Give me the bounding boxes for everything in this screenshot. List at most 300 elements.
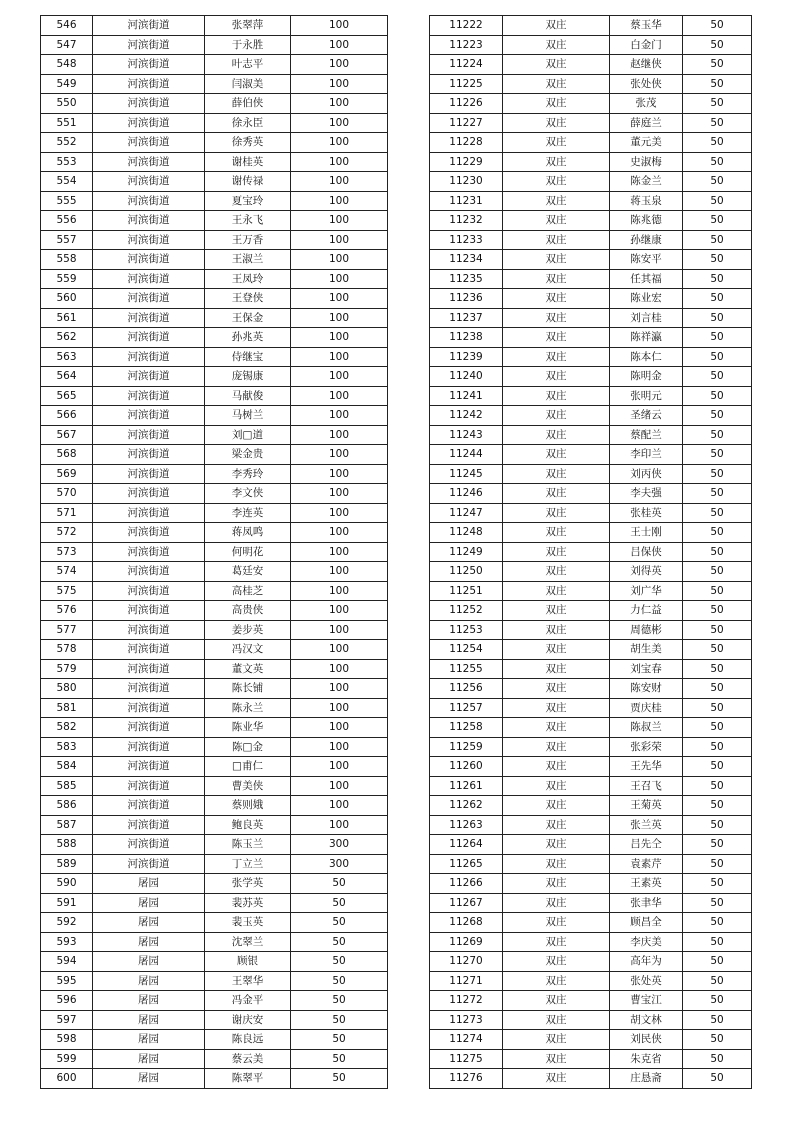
name-cell: 顾昌全 bbox=[610, 913, 683, 933]
amount-cell: 50 bbox=[683, 211, 752, 231]
table-row bbox=[41, 874, 388, 894]
region-cell: 双庄 bbox=[503, 913, 610, 933]
table-row bbox=[430, 835, 752, 855]
amount-cell: 100 bbox=[291, 659, 388, 679]
amount-cell: 100 bbox=[291, 172, 388, 192]
table-row bbox=[430, 971, 752, 991]
name-cell: 陈玉兰 bbox=[205, 835, 291, 855]
name-cell: 徐永臣 bbox=[205, 113, 291, 133]
region-cell: 河滨街道 bbox=[93, 308, 205, 328]
table-row bbox=[430, 874, 752, 894]
region-cell: 双庄 bbox=[503, 211, 610, 231]
region-cell: 河滨街道 bbox=[93, 484, 205, 504]
table-row bbox=[41, 620, 388, 640]
region-cell: 屠园 bbox=[93, 1049, 205, 1069]
seq-cell: 576 bbox=[41, 601, 93, 621]
region-cell: 双庄 bbox=[503, 55, 610, 75]
name-cell: 蔡配兰 bbox=[610, 425, 683, 445]
region-cell: 双庄 bbox=[503, 815, 610, 835]
amount-cell: 50 bbox=[683, 55, 752, 75]
amount-cell: 100 bbox=[291, 152, 388, 172]
name-cell: 张桂英 bbox=[610, 503, 683, 523]
name-cell: 张茂 bbox=[610, 94, 683, 114]
region-cell: 双庄 bbox=[503, 308, 610, 328]
table-row bbox=[41, 601, 388, 621]
name-cell: 孙继康 bbox=[610, 230, 683, 250]
seq-cell: 569 bbox=[41, 464, 93, 484]
seq-cell: 549 bbox=[41, 74, 93, 94]
amount-cell: 50 bbox=[291, 893, 388, 913]
table-row bbox=[41, 211, 388, 231]
name-cell: 谢庆安 bbox=[205, 1010, 291, 1030]
seq-cell: 560 bbox=[41, 289, 93, 309]
region-cell: 河滨街道 bbox=[93, 796, 205, 816]
amount-cell: 50 bbox=[683, 718, 752, 738]
seq-cell: 547 bbox=[41, 35, 93, 55]
seq-cell: 11240 bbox=[430, 367, 503, 387]
region-cell: 双庄 bbox=[503, 1030, 610, 1050]
name-cell: 张明元 bbox=[610, 386, 683, 406]
seq-cell: 592 bbox=[41, 913, 93, 933]
region-cell: 河滨街道 bbox=[93, 679, 205, 699]
table-row bbox=[430, 932, 752, 952]
amount-cell: 100 bbox=[291, 289, 388, 309]
region-cell: 河滨街道 bbox=[93, 269, 205, 289]
region-cell: 河滨街道 bbox=[93, 698, 205, 718]
seq-cell: 11224 bbox=[430, 55, 503, 75]
table-row bbox=[41, 640, 388, 660]
table-row bbox=[430, 133, 752, 153]
seq-cell: 11272 bbox=[430, 991, 503, 1011]
seq-cell: 11253 bbox=[430, 620, 503, 640]
amount-cell: 50 bbox=[683, 425, 752, 445]
region-cell: 双庄 bbox=[503, 35, 610, 55]
seq-cell: 11248 bbox=[430, 523, 503, 543]
amount-cell: 50 bbox=[683, 386, 752, 406]
region-cell: 双庄 bbox=[503, 367, 610, 387]
table-row bbox=[430, 94, 752, 114]
amount-cell: 100 bbox=[291, 425, 388, 445]
table-row bbox=[41, 250, 388, 270]
amount-cell: 50 bbox=[683, 601, 752, 621]
name-cell: 吕保侠 bbox=[610, 542, 683, 562]
amount-cell: 50 bbox=[683, 94, 752, 114]
table-row bbox=[430, 113, 752, 133]
seq-cell: 579 bbox=[41, 659, 93, 679]
name-cell: 冯金平 bbox=[205, 991, 291, 1011]
region-cell: 双庄 bbox=[503, 347, 610, 367]
amount-cell: 100 bbox=[291, 230, 388, 250]
name-cell: 李连英 bbox=[205, 503, 291, 523]
table-row bbox=[41, 35, 388, 55]
amount-cell: 100 bbox=[291, 523, 388, 543]
region-cell: 河滨街道 bbox=[93, 737, 205, 757]
seq-cell: 11251 bbox=[430, 581, 503, 601]
amount-cell: 50 bbox=[291, 1069, 388, 1089]
table-row bbox=[41, 172, 388, 192]
name-cell: 张翠萍 bbox=[205, 16, 291, 36]
amount-cell: 100 bbox=[291, 406, 388, 426]
amount-cell: 50 bbox=[683, 698, 752, 718]
amount-cell: 50 bbox=[683, 191, 752, 211]
seq-cell: 585 bbox=[41, 776, 93, 796]
seq-cell: 11231 bbox=[430, 191, 503, 211]
amount-cell: 100 bbox=[291, 562, 388, 582]
amount-cell: 50 bbox=[683, 542, 752, 562]
seq-cell: 591 bbox=[41, 893, 93, 913]
region-cell: 河滨街道 bbox=[93, 425, 205, 445]
table-row bbox=[430, 562, 752, 582]
name-cell: 裴苏英 bbox=[205, 893, 291, 913]
amount-cell: 100 bbox=[291, 679, 388, 699]
seq-cell: 11242 bbox=[430, 406, 503, 426]
table-row bbox=[430, 991, 752, 1011]
table-row bbox=[430, 445, 752, 465]
seq-cell: 559 bbox=[41, 269, 93, 289]
seq-cell: 11274 bbox=[430, 1030, 503, 1050]
seq-cell: 11239 bbox=[430, 347, 503, 367]
amount-cell: 50 bbox=[683, 1010, 752, 1030]
region-cell: 双庄 bbox=[503, 94, 610, 114]
table-row bbox=[41, 484, 388, 504]
amount-cell: 50 bbox=[683, 484, 752, 504]
name-cell: 王菊英 bbox=[610, 796, 683, 816]
table-row bbox=[41, 562, 388, 582]
table-row bbox=[41, 308, 388, 328]
right-roster-table bbox=[429, 15, 752, 1089]
seq-cell: 571 bbox=[41, 503, 93, 523]
seq-cell: 568 bbox=[41, 445, 93, 465]
table-row bbox=[430, 16, 752, 36]
region-cell: 双庄 bbox=[503, 74, 610, 94]
amount-cell: 100 bbox=[291, 484, 388, 504]
amount-cell: 100 bbox=[291, 776, 388, 796]
region-cell: 双庄 bbox=[503, 328, 610, 348]
region-cell: 河滨街道 bbox=[93, 328, 205, 348]
name-cell: 刘□道 bbox=[205, 425, 291, 445]
amount-cell: 100 bbox=[291, 347, 388, 367]
seq-cell: 11260 bbox=[430, 757, 503, 777]
seq-cell: 565 bbox=[41, 386, 93, 406]
region-cell: 河滨街道 bbox=[93, 406, 205, 426]
seq-cell: 11232 bbox=[430, 211, 503, 231]
region-cell: 河滨街道 bbox=[93, 542, 205, 562]
seq-cell: 553 bbox=[41, 152, 93, 172]
amount-cell: 100 bbox=[291, 55, 388, 75]
region-cell: 河滨街道 bbox=[93, 581, 205, 601]
table-row bbox=[430, 815, 752, 835]
amount-cell: 50 bbox=[683, 932, 752, 952]
table-row bbox=[430, 230, 752, 250]
table-row bbox=[41, 581, 388, 601]
table-row bbox=[41, 776, 388, 796]
name-cell: 董元美 bbox=[610, 133, 683, 153]
seq-cell: 11229 bbox=[430, 152, 503, 172]
seq-cell: 11262 bbox=[430, 796, 503, 816]
table-row bbox=[41, 464, 388, 484]
table-row bbox=[430, 581, 752, 601]
name-cell: 孙兆英 bbox=[205, 328, 291, 348]
seq-cell: 580 bbox=[41, 679, 93, 699]
seq-cell: 11238 bbox=[430, 328, 503, 348]
table-row bbox=[41, 932, 388, 952]
seq-cell: 597 bbox=[41, 1010, 93, 1030]
name-cell: 陈翠平 bbox=[205, 1069, 291, 1089]
seq-cell: 548 bbox=[41, 55, 93, 75]
table-row bbox=[430, 796, 752, 816]
seq-cell: 11247 bbox=[430, 503, 503, 523]
table-row bbox=[430, 1049, 752, 1069]
seq-cell: 11225 bbox=[430, 74, 503, 94]
seq-cell: 550 bbox=[41, 94, 93, 114]
region-cell: 双庄 bbox=[503, 484, 610, 504]
seq-cell: 583 bbox=[41, 737, 93, 757]
seq-cell: 11223 bbox=[430, 35, 503, 55]
left-roster-table bbox=[40, 15, 388, 1089]
amount-cell: 100 bbox=[291, 367, 388, 387]
table-row bbox=[41, 113, 388, 133]
region-cell: 河滨街道 bbox=[93, 230, 205, 250]
table-row bbox=[41, 1069, 388, 1089]
table-row bbox=[41, 386, 388, 406]
amount-cell: 100 bbox=[291, 94, 388, 114]
name-cell: 梁金贵 bbox=[205, 445, 291, 465]
table-row bbox=[41, 406, 388, 426]
seq-cell: 595 bbox=[41, 971, 93, 991]
table-row bbox=[430, 152, 752, 172]
seq-cell: 578 bbox=[41, 640, 93, 660]
table-row bbox=[430, 776, 752, 796]
region-cell: 双庄 bbox=[503, 523, 610, 543]
table-row bbox=[430, 620, 752, 640]
name-cell: 高桂芝 bbox=[205, 581, 291, 601]
seq-cell: 570 bbox=[41, 484, 93, 504]
table-row bbox=[41, 328, 388, 348]
region-cell: 河滨街道 bbox=[93, 191, 205, 211]
region-cell: 屠园 bbox=[93, 1069, 205, 1089]
table-row bbox=[41, 503, 388, 523]
amount-cell: 50 bbox=[683, 737, 752, 757]
seq-cell: 566 bbox=[41, 406, 93, 426]
amount-cell: 50 bbox=[683, 952, 752, 972]
name-cell: 史淑梅 bbox=[610, 152, 683, 172]
name-cell: 张兰英 bbox=[610, 815, 683, 835]
name-cell: 姜步英 bbox=[205, 620, 291, 640]
name-cell: 何明花 bbox=[205, 542, 291, 562]
seq-cell: 11255 bbox=[430, 659, 503, 679]
name-cell: 曹美侠 bbox=[205, 776, 291, 796]
name-cell: 陈本仁 bbox=[610, 347, 683, 367]
name-cell: 董文英 bbox=[205, 659, 291, 679]
seq-cell: 546 bbox=[41, 16, 93, 36]
table-row bbox=[41, 952, 388, 972]
seq-cell: 11271 bbox=[430, 971, 503, 991]
amount-cell: 100 bbox=[291, 640, 388, 660]
amount-cell: 50 bbox=[683, 406, 752, 426]
amount-cell: 100 bbox=[291, 191, 388, 211]
amount-cell: 100 bbox=[291, 737, 388, 757]
table-row bbox=[41, 737, 388, 757]
name-cell: 沈翠兰 bbox=[205, 932, 291, 952]
name-cell: 张处侠 bbox=[610, 74, 683, 94]
name-cell: 王士刚 bbox=[610, 523, 683, 543]
table-row bbox=[41, 659, 388, 679]
amount-cell: 50 bbox=[683, 679, 752, 699]
region-cell: 双庄 bbox=[503, 757, 610, 777]
region-cell: 屠园 bbox=[93, 952, 205, 972]
table-row bbox=[430, 659, 752, 679]
seq-cell: 581 bbox=[41, 698, 93, 718]
amount-cell: 100 bbox=[291, 815, 388, 835]
amount-cell: 50 bbox=[683, 523, 752, 543]
region-cell: 双庄 bbox=[503, 191, 610, 211]
seq-cell: 11243 bbox=[430, 425, 503, 445]
amount-cell: 100 bbox=[291, 328, 388, 348]
name-cell: 陈祥瀛 bbox=[610, 328, 683, 348]
table-row bbox=[430, 640, 752, 660]
name-cell: 蒋玉泉 bbox=[610, 191, 683, 211]
region-cell: 双庄 bbox=[503, 16, 610, 36]
region-cell: 河滨街道 bbox=[93, 133, 205, 153]
amount-cell: 100 bbox=[291, 133, 388, 153]
seq-cell: 593 bbox=[41, 932, 93, 952]
name-cell: 王召飞 bbox=[610, 776, 683, 796]
region-cell: 双庄 bbox=[503, 445, 610, 465]
region-cell: 双庄 bbox=[503, 581, 610, 601]
seq-cell: 574 bbox=[41, 562, 93, 582]
name-cell: 刘宝春 bbox=[610, 659, 683, 679]
amount-cell: 50 bbox=[683, 971, 752, 991]
amount-cell: 50 bbox=[683, 1030, 752, 1050]
seq-cell: 11252 bbox=[430, 601, 503, 621]
amount-cell: 50 bbox=[683, 289, 752, 309]
amount-cell: 50 bbox=[291, 932, 388, 952]
region-cell: 双庄 bbox=[503, 893, 610, 913]
amount-cell: 50 bbox=[683, 172, 752, 192]
amount-cell: 50 bbox=[683, 913, 752, 933]
amount-cell: 50 bbox=[683, 854, 752, 874]
region-cell: 河滨街道 bbox=[93, 815, 205, 835]
table-row bbox=[430, 484, 752, 504]
amount-cell: 50 bbox=[683, 367, 752, 387]
name-cell: 李秀玲 bbox=[205, 464, 291, 484]
region-cell: 河滨街道 bbox=[93, 35, 205, 55]
name-cell: 鲍良英 bbox=[205, 815, 291, 835]
seq-cell: 11261 bbox=[430, 776, 503, 796]
region-cell: 双庄 bbox=[503, 679, 610, 699]
region-cell: 双庄 bbox=[503, 971, 610, 991]
table-row bbox=[41, 893, 388, 913]
region-cell: 双庄 bbox=[503, 113, 610, 133]
seq-cell: 11228 bbox=[430, 133, 503, 153]
table-row bbox=[41, 55, 388, 75]
seq-cell: 586 bbox=[41, 796, 93, 816]
seq-cell: 11244 bbox=[430, 445, 503, 465]
seq-cell: 598 bbox=[41, 1030, 93, 1050]
name-cell: 袁素芹 bbox=[610, 854, 683, 874]
table-row bbox=[41, 445, 388, 465]
seq-cell: 11264 bbox=[430, 835, 503, 855]
name-cell: 裴玉英 bbox=[205, 913, 291, 933]
region-cell: 双庄 bbox=[503, 172, 610, 192]
amount-cell: 50 bbox=[683, 640, 752, 660]
name-cell: 圣绪云 bbox=[610, 406, 683, 426]
region-cell: 河滨街道 bbox=[93, 503, 205, 523]
table-row bbox=[41, 523, 388, 543]
table-row bbox=[41, 269, 388, 289]
table-row bbox=[430, 308, 752, 328]
table-row bbox=[41, 1049, 388, 1069]
seq-cell: 11267 bbox=[430, 893, 503, 913]
name-cell: 顾银 bbox=[205, 952, 291, 972]
name-cell: 王永飞 bbox=[205, 211, 291, 231]
region-cell: 屠园 bbox=[93, 932, 205, 952]
name-cell: 蔡则娥 bbox=[205, 796, 291, 816]
table-row bbox=[430, 172, 752, 192]
name-cell: 刘丙侠 bbox=[610, 464, 683, 484]
name-cell: 李文侠 bbox=[205, 484, 291, 504]
table-row bbox=[41, 718, 388, 738]
name-cell: 刘广华 bbox=[610, 581, 683, 601]
name-cell: 白金门 bbox=[610, 35, 683, 55]
amount-cell: 100 bbox=[291, 464, 388, 484]
amount-cell: 50 bbox=[683, 757, 752, 777]
amount-cell: 50 bbox=[683, 620, 752, 640]
table-row bbox=[41, 1010, 388, 1030]
right-table-body bbox=[430, 16, 752, 1089]
name-cell: 蔡云美 bbox=[205, 1049, 291, 1069]
seq-cell: 572 bbox=[41, 523, 93, 543]
region-cell: 河滨街道 bbox=[93, 16, 205, 36]
table-row bbox=[41, 913, 388, 933]
table-row bbox=[41, 757, 388, 777]
name-cell: 薛庭兰 bbox=[610, 113, 683, 133]
table-row bbox=[430, 523, 752, 543]
name-cell: 葛廷安 bbox=[205, 562, 291, 582]
amount-cell: 50 bbox=[291, 971, 388, 991]
name-cell: 刘民侠 bbox=[610, 1030, 683, 1050]
region-cell: 河滨街道 bbox=[93, 523, 205, 543]
region-cell: 双庄 bbox=[503, 133, 610, 153]
amount-cell: 100 bbox=[291, 718, 388, 738]
region-cell: 屠园 bbox=[93, 913, 205, 933]
name-cell: 陈叔兰 bbox=[610, 718, 683, 738]
seq-cell: 590 bbox=[41, 874, 93, 894]
table-row bbox=[430, 406, 752, 426]
name-cell: 夏宝玲 bbox=[205, 191, 291, 211]
amount-cell: 100 bbox=[291, 757, 388, 777]
name-cell: 蒋凤鸣 bbox=[205, 523, 291, 543]
region-cell: 河滨街道 bbox=[93, 601, 205, 621]
amount-cell: 50 bbox=[683, 776, 752, 796]
amount-cell: 50 bbox=[683, 269, 752, 289]
region-cell: 屠园 bbox=[93, 971, 205, 991]
seq-cell: 558 bbox=[41, 250, 93, 270]
name-cell: 王素英 bbox=[610, 874, 683, 894]
name-cell: 薛伯侠 bbox=[205, 94, 291, 114]
name-cell: 张彩荣 bbox=[610, 737, 683, 757]
seq-cell: 11268 bbox=[430, 913, 503, 933]
seq-cell: 562 bbox=[41, 328, 93, 348]
table-row bbox=[430, 269, 752, 289]
amount-cell: 100 bbox=[291, 698, 388, 718]
amount-cell: 50 bbox=[683, 347, 752, 367]
table-row bbox=[41, 679, 388, 699]
region-cell: 河滨街道 bbox=[93, 718, 205, 738]
amount-cell: 50 bbox=[683, 328, 752, 348]
name-cell: 张处英 bbox=[610, 971, 683, 991]
seq-cell: 11259 bbox=[430, 737, 503, 757]
